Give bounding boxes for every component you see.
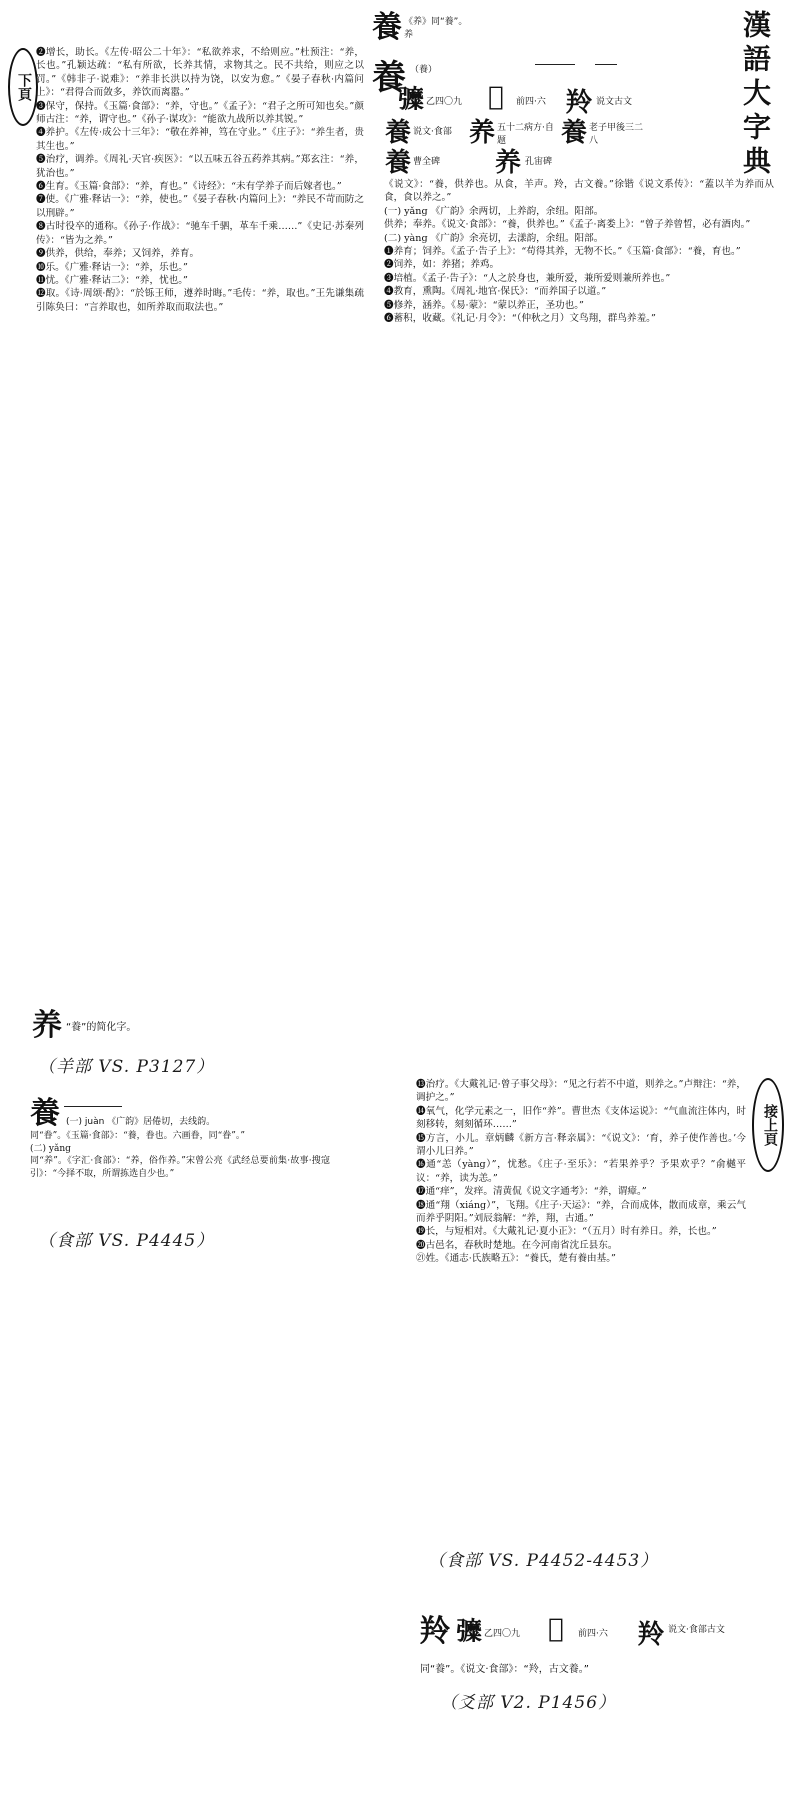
form-source-7: 曹全碑 xyxy=(413,157,441,167)
char3-ref: （爻部 V2. P1456） xyxy=(440,1693,617,1713)
form-source-6: 老子甲後三二八 xyxy=(589,123,644,146)
dash-line-2 xyxy=(595,64,617,65)
right-page-label: 接上頁 xyxy=(752,1078,784,1172)
form-source-1: 乙四〇九 xyxy=(426,97,463,107)
form-glyph-7: 養 xyxy=(385,148,412,178)
form-source-5: 五十二病方·自题 xyxy=(497,123,554,146)
char3: 羚 xyxy=(420,1614,450,1649)
form-source-2: 前四·六 xyxy=(516,97,546,107)
form-glyph-8: 养 xyxy=(495,148,522,178)
variant-note: “養”的简化字。 xyxy=(66,1022,137,1033)
head-char-variant-note: 《养》同“養”。 xyxy=(404,17,468,27)
head-char-variant-glyph: 養 xyxy=(372,10,402,45)
char3-text: 同“養”。《说文·食部》：“羚，古文養。” xyxy=(420,1664,589,1675)
head-char-reading: 养 xyxy=(404,30,414,40)
form-source-8: 孔宙碑 xyxy=(525,157,553,167)
lower-right-ref: （食部 VS. P4452-4453） xyxy=(428,1551,659,1571)
head-char: 養 xyxy=(372,58,406,98)
left-page-label: 下頁 xyxy=(8,48,38,126)
dash-line xyxy=(535,64,575,65)
form-glyph-6: 養 xyxy=(561,118,588,148)
char2-text: 同“眷”。《玉篇·食部》：“養，眷也。六画眷，同“眷”。” (二) yǎng 同“养”。《字汇·食部》：“养，俗作养。”宋曾公亮《武经总要前集·故事·搜寇引》：“今择不取，所谓拣选自少也。” xyxy=(30,1131,330,1179)
right-column-text: 《说文》：“養，供养也。从食，羊声。羚，古文養。”徐锴《说文系传》：“蓋以羊为养而从食，食以养之。” (一) yǎng 《广韵》余两切，上养韵，余纽。阳部。 供养；奉养。《说文·食部》：“養，供养也。”《孟子·离娄上》：“曾子养曾晳，必有酒肉。” (二) yàng 《广韵》余亮切，去漾韵，余纽。阳部。 ❶养育；饲养。《孟子·告子上》：“苟得其养，无物不长。”《玉篇·食部》：“養，育也。” ❷饲养，如：养猪；养鸡。 ❸培植。《孟子·告子》：“人之於身也，兼所爱，兼所爱则兼所养也。” ❹教育，熏陶。《周礼·地官·保氏》：“而养国子以道。” ❺修养，涵养。《易·蒙》：“蒙以养正，圣功也。” ❻蓄积，收藏。《礼记·月令》：“（仲秋之月）文鸟翔，群鸟养羞。” xyxy=(384,179,774,325)
forms-row-1 xyxy=(398,82,643,118)
form-glyph-2: 𦎫 xyxy=(488,82,504,112)
char3-form-glyph-3: 羚 xyxy=(638,1620,665,1650)
form-source-3: 说文古文 xyxy=(596,97,633,107)
char2: 養 xyxy=(30,1096,60,1131)
char3-form-glyph-1: 𢑀 xyxy=(456,1617,483,1647)
char3-form-glyph-2: 𦎫 xyxy=(548,1614,564,1644)
char3-form-source-1: 乙四〇九 xyxy=(484,1629,521,1639)
char2-reading: (一) juàn 《广韵》居倦切，去线韵。 xyxy=(66,1117,216,1127)
lower-right-text: ⓭治疗。《大戴礼记·曾子事父母》：“见之行若不中道，则养之。”卢辩注：“养，调护之。” ⓮氧气，化学元素之一，旧作“养”。曹世杰《支体运说》：“气血流注体内，时刻移转，刻刻循环……” ⓯方言，小儿。章炳麟《新方言·释亲属》：“《说文》：‘育，养子使作善也。’今谓小儿曰养。” ⓰通“恙（yàng）”，忧愁。《庄子·至乐》：“若果养乎？予果欢乎？”俞樾平议：“养，读为恙。” ⓱通“痒”，发痒。清黄侃《说文字通考》：“养，谓瘴。” ⓲通“翔（xiáng）”，飞翔。《庄子·天运》：“养，合而成体，散而成章，乘云气而养乎阴阳。”刘辰翁解：“养，翔，古通。” ⓳长，与短相对。《大戴礼记·夏小正》：“（五月）时有养日。养，长也。” ⓴古邑名，春秋时楚地。在今河南省沈丘县东。 ㉑姓。《通志·氏族略五》：“養氏，楚有養由基。” xyxy=(416,1079,746,1265)
char3-form-source-3: 说文·食部古文 xyxy=(668,1625,725,1635)
form-glyph-4: 養 xyxy=(385,118,412,148)
variant-ref: （羊部 VS. P3127） xyxy=(38,1057,215,1077)
form-glyph-1: 𢑀 xyxy=(398,85,425,115)
form-source-4: 说文·食部 xyxy=(413,127,452,137)
char2-ref: （食部 VS. P4445） xyxy=(38,1231,215,1251)
form-glyph-5: 养 xyxy=(469,118,496,148)
char3-forms xyxy=(456,1614,776,1650)
form-glyph-3: 羚 xyxy=(566,88,593,118)
dictionary-title: 漢語大字典 xyxy=(739,10,772,180)
variant-char: 养 xyxy=(32,1008,62,1043)
entry-label: （養） xyxy=(410,65,438,75)
forms-row-3 xyxy=(385,148,645,178)
char2-dash xyxy=(64,1106,122,1107)
left-column-text: ❷增长，助长。《左传·昭公二十年》：“私欲养求，不给则应。”杜预注：“养，长也。”孔颖达疏：“私有所欲，长养其情，求物其之。民不共给，则应之以罚。”《韩非子·说难》：“养非长洪以持为饶，以安为愈。”《晏子春秋·内篇问上》：“君得合而敛多，养饮而离嚣。” ❸保守，保持。《玉篇·食部》：“养，守也。”《孟子》：“君子之所可知也矣。”颜师古注：“养，谓守也。”《孙子·谋攻》：“能欲九战所以养其锐。” ❹养护。《左传·成公十三年》：“敬在养神，笃在守业。”《庄子》：“养生者，贵其生也。” ❺治疗，调养。《周礼·天官·疾医》：“以五味五谷五药养其病。”郑玄注：“养，犹治也。” ❻生育。《玉篇·食部》：“养，育也。”《诗经》：“未有学养子而后嫁者也。” ❼使。《广雅·释诂一》：“养，使也。”《晏子春秋·内篇问上》：“养民不苛而防之以刑辟。” ❽古时役卒的通称。《孙子·作战》：“驰车千驷，革车千乘……”《史记·苏秦列传》：“皆为之养。” ❾供养，供给，奉养；又饲养，养育。 ❿乐。《广雅·释诂一》：“养，乐也。” ⓫忧。《广雅·释诂二》：“养，忧也。” ⓬取。《诗·周颂·酌》：“於铄王师，遵养时晦。”毛传：“养，取也。”王先谦集疏引陈奂曰：“言养取也，如所养取而取法也。” xyxy=(36,47,364,313)
forms-row-2 xyxy=(385,118,645,148)
char3-form-source-2: 前四·六 xyxy=(578,1629,608,1639)
